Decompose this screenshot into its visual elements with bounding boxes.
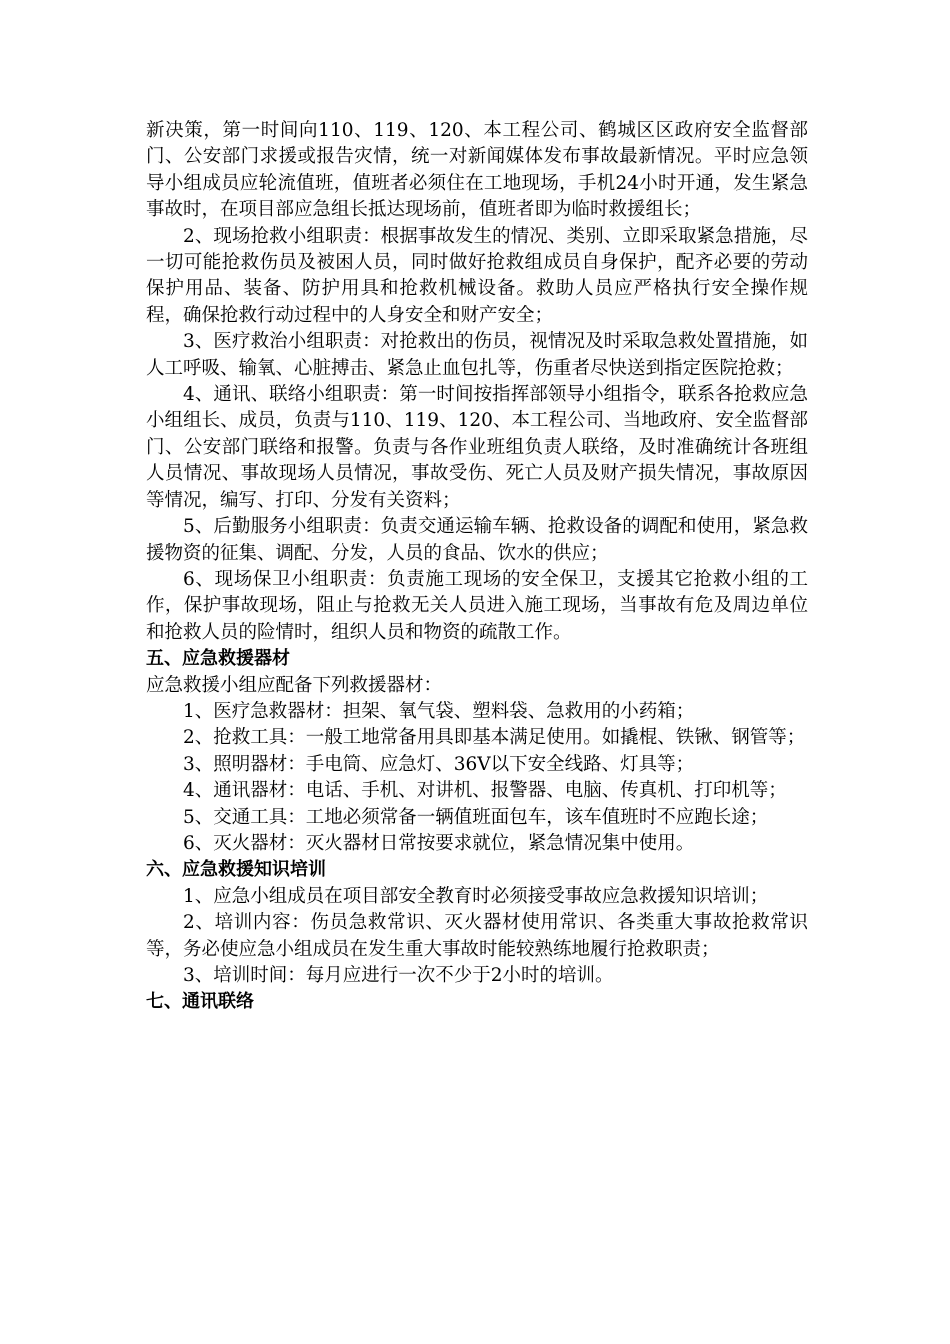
list-item-medical-equipment: 1、医疗急救器材：担架、氧气袋、塑料袋、急救用的小药箱；: [183, 700, 695, 722]
paragraph-equipment-intro: 应急救援小组应配备下列救援器材：: [146, 674, 443, 696]
list-item-fire-equipment: 6、灭火器材：灭火器材日常按要求就位，紧急情况集中使用。: [183, 832, 695, 854]
list-item-training-time: 3、培训时间：每月应进行一次不少于2小时的培训。: [183, 965, 614, 986]
document-page: [146, 118, 808, 1016]
list-item-rescue-tools: 2、抢救工具：一般工地常备用具即基本满足使用。如撬棍、铁锹、钢管等；: [183, 727, 806, 749]
list-item-communication-equipment: 4、通讯器材：电话、手机、对讲机、报警器、电脑、传真机、打印机等；: [183, 780, 787, 802]
list-item-training-requirement: 1、应急小组成员在项目部安全教育时必须接受事故应急救援知识培训；: [183, 885, 769, 907]
paragraph-communication-team-duties: 4、通讯、联络小组职责：第一时间按指挥部领导小组指令，联系各抢救应急小组组长、成员，负责与110、119、120、本工程公司、当地政府、安全监督部门、公安部门联络和报警。负责与各作业班组负责人联络，及时准确统计各班组人员情况、事故现场人员情况，事故受伤、死亡人员及财产损失情况，事故原因等情况，编写、打印、分发有关资料；: [146, 384, 808, 511]
section-heading-training: 六、应急救援知识培训: [146, 859, 326, 881]
list-item-lighting-equipment: 3、照明器材：手电筒、应急灯、36V以下安全线路、灯具等；: [183, 753, 695, 775]
section-heading-communication: 七、通讯联络: [146, 991, 254, 1013]
list-item-training-content: 2、培训内容：伤员急救常识、灭火器材使用常识、各类重大事故抢救常识等，务必使应急小组成员在发生重大事故时能较熟练地履行抢救职责；: [146, 912, 808, 960]
paragraph-security-team-duties: 6、现场保卫小组职责：负责施工现场的安全保卫，支援其它抢救小组的工作，保护事故现场，阻止与抢救无关人员进入施工现场，当事故有危及周边单位和抢救人员的险情时，组织人员和物资的疏散工作。: [146, 568, 808, 643]
section-heading-equipment: 五、应急救援器材: [146, 648, 290, 670]
list-item-transport: 5、交通工具：工地必须常备一辆值班面包车，该车值班时不应跑长途；: [183, 806, 769, 828]
paragraph-logistics-team-duties: 5、后勤服务小组职责：负责交通运输车辆、抢救设备的调配和使用，紧急救援物资的征集、调配、分发，人员的食品、饮水的供应；: [146, 516, 808, 564]
paragraph-continuation: 新决策，第一时间向110、119、120、本工程公司、鹤城区区政府安全监督部门、公安部门求援或报告灾情，统一对新闻媒体发布事故最新情况。平时应急领导小组成员应轮流值班，值班者必须住在工地现场，手机24小时开通，发生紧急事故时，在项目部应急组长抵达现场前，值班者即为临时救援组长；: [146, 120, 808, 221]
paragraph-medical-team-duties: 3、医疗救治小组职责：对抢救出的伤员，视情况及时采取急救处置措施，如人工呼吸、输氧、心脏搏击、紧急止血包扎等，伤重者尽快送到指定医院抢救；: [146, 331, 808, 379]
paragraph-rescue-team-duties: 2、现场抢救小组职责：根据事故发生的情况、类别、立即采取紧急措施，尽一切可能抢救伤员及被困人员，同时做好抢救组成员自身保护，配齐必要的劳动保护用品、装备、防护用具和抢救机械设备。救助人员应严格执行安全操作规程，确保抢救行动过程中的人身安全和财产安全；: [146, 225, 808, 326]
